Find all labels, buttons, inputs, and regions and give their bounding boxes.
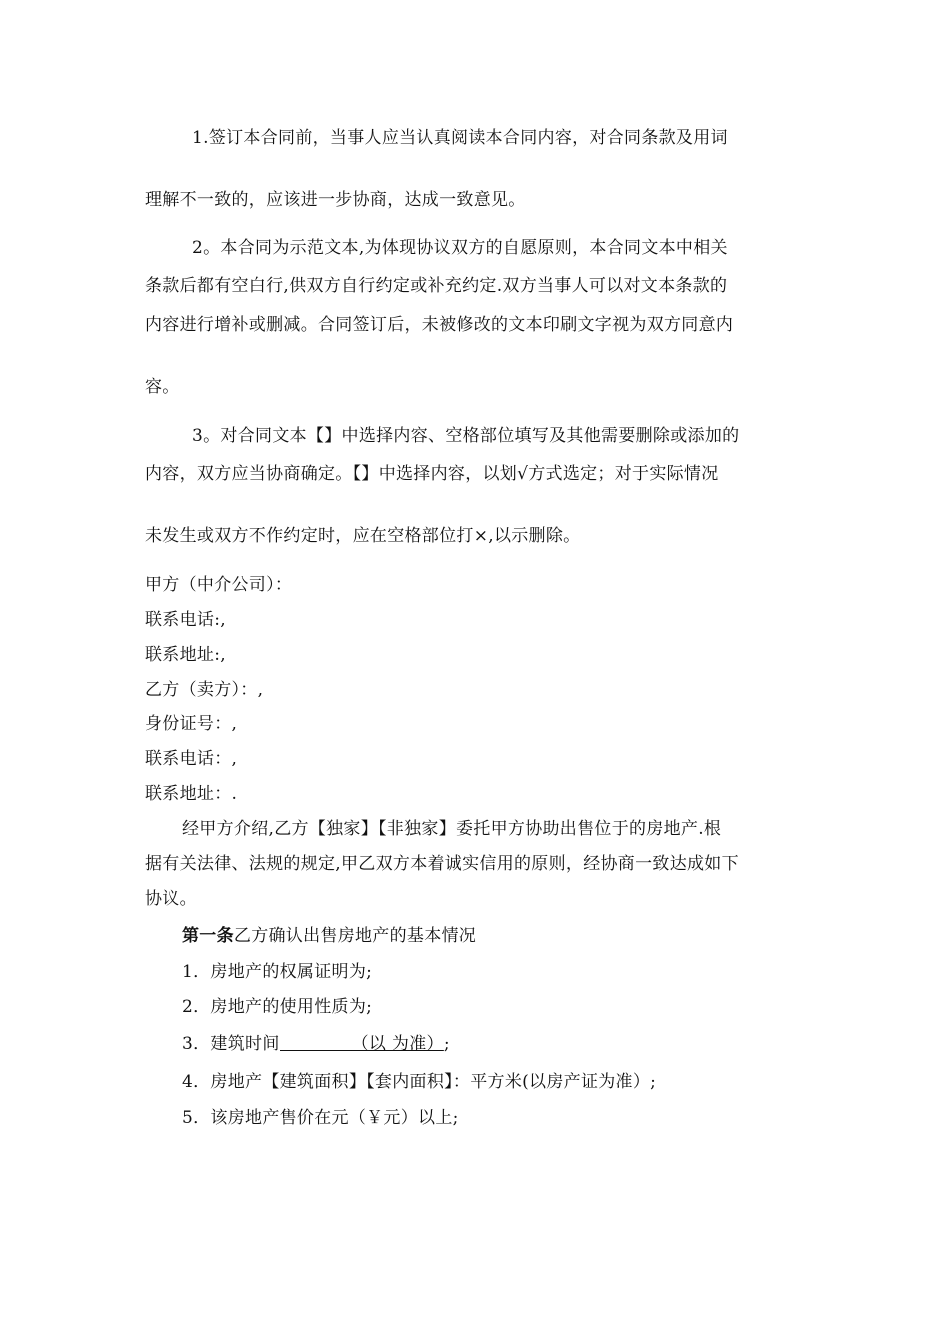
intro-paragraph-1-line-2: 理解不一致的，应该进一步协商，达成一致意见。 <box>145 190 526 210</box>
article-1-item-3-label: 3．建筑时间 <box>182 1034 280 1054</box>
intro-paragraph-2-line-4: 容。 <box>145 377 180 397</box>
article-1-title: 乙方确认出售房地产的基本情况 <box>233 926 477 946</box>
article-1-item-4: 4．房地产【建筑面积】【套内面积】：平方米(以房产证为准）; <box>182 1072 657 1092</box>
article-1-heading <box>182 924 852 948</box>
preamble-line-1: 经甲方介绍,乙方【独家】【非独家】委托甲方协助出售位于的房地产.根 <box>182 819 722 839</box>
article-1-item-3-basis: （以 为准） <box>351 1034 444 1054</box>
party-b-address: 联系地址：. <box>145 784 238 804</box>
intro-paragraph-2-line-3: 内容进行增补或删减。合同签订后，未被修改的文本印刷文字视为双方同意内 <box>145 315 734 335</box>
article-1-item-3 <box>182 1032 852 1056</box>
intro-paragraph-3-line-1: 3。对合同文本【】中选择内容、空格部位填写及其他需要删除或添加的 <box>192 426 740 446</box>
intro-paragraph-2-line-1: 2。本合同为示范文本,为体现协议双方的自愿原则，本合同文本中相关 <box>192 238 728 258</box>
article-1-number: 第一条 <box>182 926 234 946</box>
article-1-item-3-end: ; <box>443 1034 450 1054</box>
preamble-line-3: 协议。 <box>145 889 197 909</box>
article-1-item-1: 1．房地产的权属证明为; <box>182 962 373 982</box>
construction-time-blank <box>280 1033 352 1051</box>
article-1-item-5: 5．该房地产售价在元（￥元）以上; <box>182 1108 459 1128</box>
article-1-item-2: 2．房地产的使用性质为; <box>182 997 373 1017</box>
party-b-id-number: 身份证号：, <box>145 714 238 734</box>
intro-paragraph-2-line-2: 条款后都有空白行,供双方自行约定或补充约定.双方当事人可以对文本条款的 <box>145 276 728 296</box>
intro-paragraph-3-line-3: 未发生或双方不作约定时，应在空格部位打×,以示删除。 <box>145 526 581 546</box>
party-a-phone: 联系电话:, <box>145 610 226 630</box>
party-b-phone: 联系电话：, <box>145 749 238 769</box>
party-a-address: 联系地址:, <box>145 645 226 665</box>
preamble-line-2: 据有关法律、法规的规定,甲乙双方本着诚实信用的原则，经协商一致达成如下 <box>145 854 739 874</box>
intro-paragraph-1-line-1: 1.签订本合同前，当事人应当认真阅读本合同内容，对合同条款及用词 <box>192 128 728 148</box>
party-b-label: 乙方（卖方）：, <box>145 680 264 700</box>
party-a-label: 甲方（中介公司）： <box>145 575 293 595</box>
intro-paragraph-3-line-2: 内容，双方应当协商确定。【】中选择内容，以划√方式选定；对于实际情况 <box>145 464 719 484</box>
